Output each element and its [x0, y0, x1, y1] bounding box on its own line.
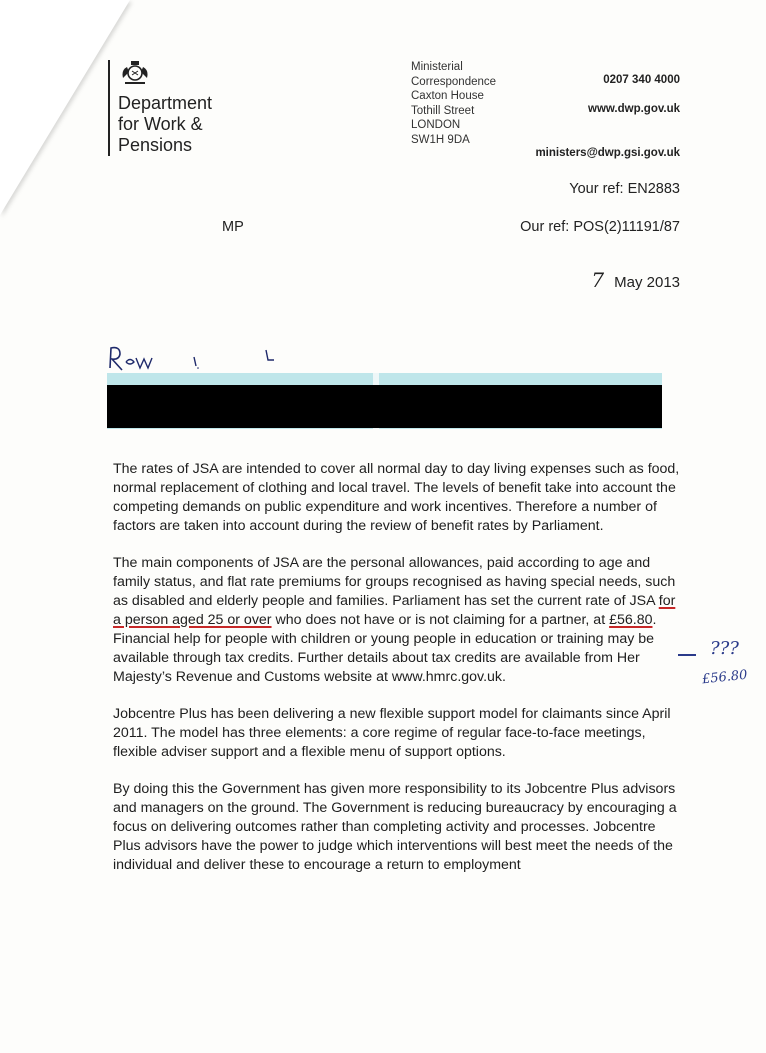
- address-line: Caxton House: [411, 90, 484, 102]
- body-text: The main components of JSA are the personal allowances, paid according to age and family status, and flat rate premiums for groups recognised as having special needs, such as disabled and elderly people and families. Parliament has set the current rate of JSA: [113, 555, 676, 609]
- department-logo: [108, 58, 248, 158]
- handwritten-salutation: [106, 344, 286, 374]
- website-link[interactable]: www.dwp.gov.uk: [588, 103, 680, 115]
- letter-body: [113, 460, 683, 893]
- address-line: LONDON: [411, 119, 461, 131]
- body-text: . Financial help for people with children or young people in education or training may be available through tax credits. Further details about tax credits are available from Her Majesty’s Revenue and Customs website at www.hmrc.gov.uk.: [113, 612, 657, 685]
- margin-annotation: [676, 636, 762, 702]
- annotation-amount: £56.80: [701, 667, 749, 688]
- email-address[interactable]: ministers@dwp.gsi.gov.uk: [535, 147, 680, 159]
- body-paragraph: The rates of JSA are intended to cover all normal day to day living expenses such as food, normal replacement of clothing and local travel. The levels of benefit take into account the competing demands on public expenditure and work incentives. Therefore a number of factors are taken into account during the review of benefit rates by Parliament.: [113, 461, 680, 534]
- underlined-amount: £56.80: [609, 612, 653, 628]
- logo-rule: [108, 60, 110, 156]
- address-line: Ministerial: [411, 61, 463, 73]
- department-name: Department for Work & Pensions: [118, 93, 213, 155]
- annotation-question: ???: [710, 638, 739, 659]
- body-paragraph: Jobcentre Plus has been delivering a new flexible support model for claimants since April 2011. The model has three elements: a core regime of regular face-to-face meetings, flexible adviser support and a flexible menu of support options.: [113, 706, 671, 760]
- recipient-name: [104, 219, 244, 235]
- date-month-year: May 2013: [614, 274, 680, 291]
- redaction-bar: [107, 385, 662, 428]
- royal-crest-icon: [118, 58, 152, 88]
- address-line: SW1H 9DA: [411, 133, 470, 146]
- your-reference: Your ref: EN2883: [569, 181, 680, 197]
- underlined-phrase: for a person aged 25 or over: [113, 593, 676, 628]
- handwritten-day: 7: [591, 268, 605, 292]
- phone-number: 0207 340 4000: [603, 74, 680, 86]
- address-line: Correspondence: [411, 75, 497, 88]
- annotation-dash: [678, 654, 696, 656]
- obscured-name: [104, 221, 222, 231]
- address-line: Tothill Street: [411, 104, 475, 117]
- body-text: who does not have or is not claiming for a partner, at: [271, 612, 610, 628]
- address-block: [411, 60, 496, 147]
- our-reference: Our ref: POS(2)11191/87: [520, 219, 680, 235]
- body-paragraph: By doing this the Government has given more responsibility to its Jobcentre Plus advisors and managers on the ground. The Government is reducing bureaucracy by encouraging a focus on delivering outcomes rather than completing activity and processes. Jobcentre Plus advisors have the power to judge which interventions will best meet the needs of the individual and deliver these to encourage a return to employment: [113, 781, 677, 873]
- recipient-title: MP: [222, 219, 244, 235]
- letter-date: [591, 268, 680, 292]
- body-paragraph: [113, 554, 683, 687]
